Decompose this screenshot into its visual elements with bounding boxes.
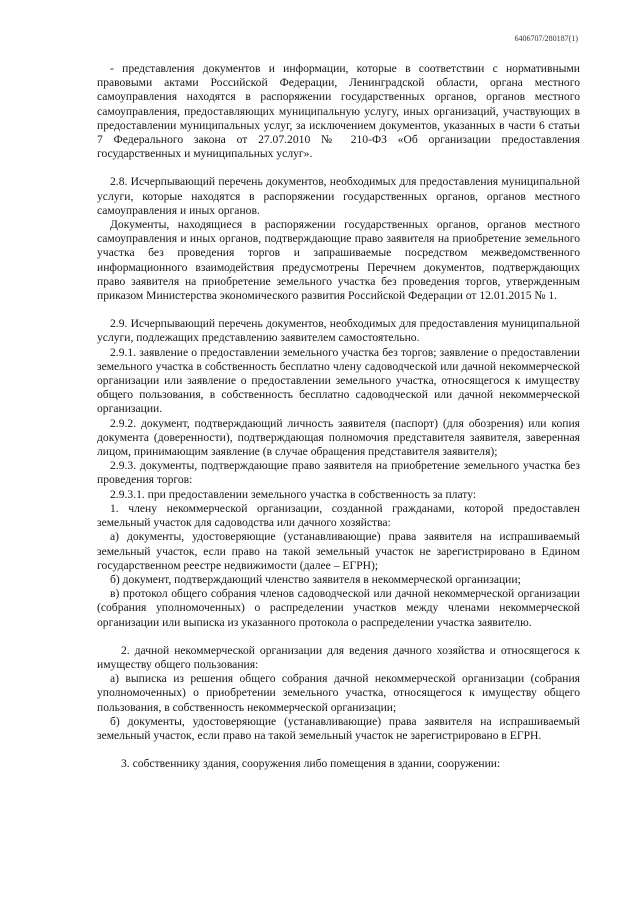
paragraph-interagency-documents: Документы, находящиеся в распоряжении государственных органов, органов местного самоуправления и иных органов, подтверждающие право заявителя на приобретение земельного участка без проведения торгов и запрашиваемые посредством межведомственного информационного взаимодействия предусмотрены Перечнем документов, подтверждающих право заявителя на приобретение земельного участка без проведения торгов, утвержденным приказом Министерства экономического развития Российской Федерации от 12.01.2015 № 1. xyxy=(97,218,580,303)
paragraph-info-exclusion: - представления документов и информации, которые в соответствии с нормативными правовыми актами Российской Федерации, Ленинградской области, органа местного самоуправления находятся в распоряжении государственных органов, органов местного самоуправления, предоставляющих муниципальную услугу, иных организаций, участвующих в предоставлении муниципальных услуг, за исключением документов, указанных в части 6 статьи 7 Федерального закона от 27.07.2010 № 210-ФЗ «Об организации предоставления государственных и муниципальных услуг». xyxy=(97,62,580,161)
document-body xyxy=(97,62,580,771)
list-item-1a: а) документы, удостоверяющие (устанавливающие) права заявителя на испрашиваемый земельный участок, если право на такой земельный участок не зарегистрировано в Едином государственном реестре недвижимости (далее – ЕГРН); xyxy=(97,530,580,572)
paragraph-2-8: 2.8. Исчерпывающий перечень документов, необходимых для предоставления муниципальной услуги, которые находятся в распоряжении государственных органов, органов местного самоуправления и иных органов. xyxy=(97,175,580,217)
paragraph-2-9: 2.9. Исчерпывающий перечень документов, необходимых для предоставления муниципальной услуги, подлежащих представлению заявителем самостоятельно. xyxy=(97,317,580,345)
list-item-1b: б) документ, подтверждающий членство заявителя в некоммерческой организации; xyxy=(110,572,521,586)
list-item-1c: в) протокол общего собрания членов садоводческой или дачной некоммерческой организации (собрания уполномоченных) о распределении участков между членами некоммерческой организации или выписка из указанного протокола о распределении участка заявителю. xyxy=(97,587,580,629)
list-item-2b: б) документы, удостоверяющие (устанавливающие) права заявителя на испрашиваемый земельный участок, если право на такой земельный участок не зарегистрировано в ЕГРН. xyxy=(97,714,580,742)
list-item-2: 2. дачной некоммерческой организации для ведения дачного хозяйства и относящегося к имуществу общего пользования: xyxy=(97,643,580,671)
list-item-2a: а) выписка из решения общего собрания дачной некоммерческой организации (собрания уполномоченных) о приобретении земельного участка, относящегося к имуществу общего пользования, в собственность некоммерческой организации; xyxy=(97,672,580,714)
paragraph-2-9-1: 2.9.1. заявление о предоставлении земельного участка без торгов; заявление о предоставлении земельного участка в собственность бесплатно члену садоводческой или дачной некоммерческой организации или заявление о предоставлении земельного участка, относящегося к имуществу общего пользования, в собственность бесплатно садоводческой или дачной некоммерческой организации. xyxy=(97,345,580,416)
paragraph-2-9-3: 2.9.3. документы, подтверждающие право заявителя на приобретение земельного участка без проведения торгов: xyxy=(97,459,580,487)
paragraph-2-9-3-1: 2.9.3.1. при предоставлении земельного участка в собственность за плату: xyxy=(110,487,477,501)
document-number: 6406707/280187(1) xyxy=(514,34,578,43)
list-item-1: 1. члену некоммерческой организации, созданной гражданами, которой предоставлен земельный участок для садоводства или дачного хозяйства: xyxy=(97,501,580,530)
list-item-3: 3. собственнику здания, сооружения либо помещения в здании, сооружении: xyxy=(121,757,501,771)
paragraph-2-9-2: 2.9.2. документ, подтверждающий личность заявителя (паспорт) (для обозрения) или копия документа (доверенности), подтверждающая полномочия представителя заявителя, заверенная лицом, принимающим заявление (в случае обращения представителя заявителя); xyxy=(97,416,580,459)
